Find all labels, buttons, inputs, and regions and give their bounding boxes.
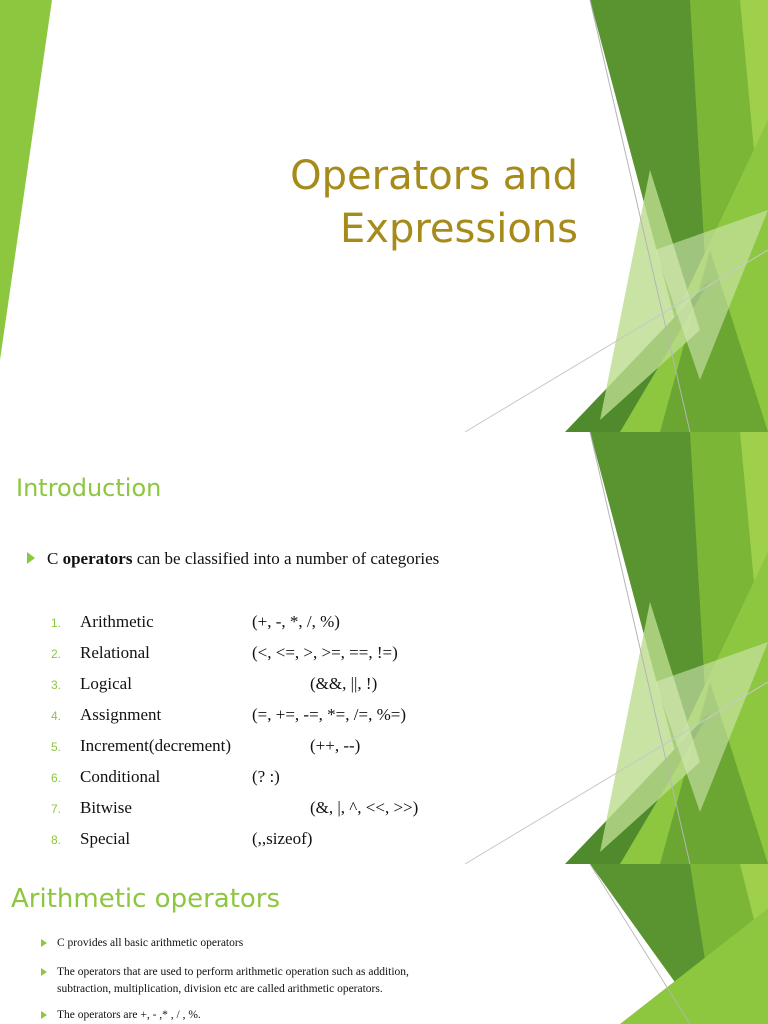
- bullet-arrow-icon: [41, 1011, 47, 1019]
- intro-pre: C: [47, 549, 59, 568]
- category-operators: (&&, ||, !): [310, 674, 378, 693]
- bullet-line: subtraction, multiplication, division etc are called arithmetic operators.: [57, 983, 383, 995]
- bullet-arrow-icon: [27, 552, 35, 564]
- slide-arithmetic-operators: [0, 864, 768, 1024]
- bullet-text: C provides all basic arithmetic operators: [57, 937, 244, 949]
- category-name: Logical: [80, 674, 132, 693]
- slide-introduction: [0, 432, 768, 864]
- category-name: Special: [80, 829, 131, 848]
- category-operators: (+, -, *, /, %): [252, 612, 340, 631]
- category-number: 6.: [51, 771, 62, 785]
- category-number: 3.: [51, 678, 62, 692]
- bullet-arrow-icon: [41, 968, 47, 976]
- category-operators: (&, |, ^, <<, >>): [310, 798, 419, 817]
- category-operators: (? :): [252, 767, 280, 786]
- slide-heading: Introduction: [16, 474, 162, 502]
- category-name: Arithmetic: [80, 612, 154, 631]
- bullet-text: The operators are +, - ,* , / , %.: [57, 1009, 201, 1021]
- category-number: 5.: [51, 740, 62, 754]
- intro-bold: operators: [62, 549, 133, 568]
- bullet-text: [57, 964, 409, 998]
- category-number: 4.: [51, 709, 62, 723]
- category-operators: (<, <=, >, >=, ==, !=): [252, 643, 398, 662]
- category-number: 7.: [51, 802, 62, 816]
- intro-post: can be classified into a number of categories: [136, 549, 440, 568]
- category-number: 8.: [51, 833, 62, 847]
- category-name: Relational: [80, 643, 150, 662]
- title-line-2: Expressions: [340, 206, 578, 252]
- category-number: 1.: [51, 616, 62, 630]
- bullet-line: The operators that are used to perform arithmetic operation such as addition,: [57, 966, 409, 978]
- category-name: Conditional: [80, 767, 161, 786]
- category-name: Assignment: [80, 705, 162, 724]
- category-operators: (++, --): [310, 736, 361, 755]
- category-name: Increment(decrement): [80, 736, 232, 755]
- category-operators: (,,sizeof): [252, 829, 313, 848]
- title-line-1: Operators and: [290, 153, 578, 199]
- main-title: [290, 150, 578, 256]
- intro-bullet-text: [47, 549, 439, 569]
- slide-title: [0, 0, 768, 432]
- bullet-arrow-icon: [41, 939, 47, 947]
- category-number: 2.: [51, 647, 62, 661]
- slide-heading: Arithmetic operators: [11, 884, 281, 914]
- category-name: Bitwise: [80, 798, 132, 817]
- category-operators: (=, +=, -=, *=, /=, %=): [252, 705, 406, 724]
